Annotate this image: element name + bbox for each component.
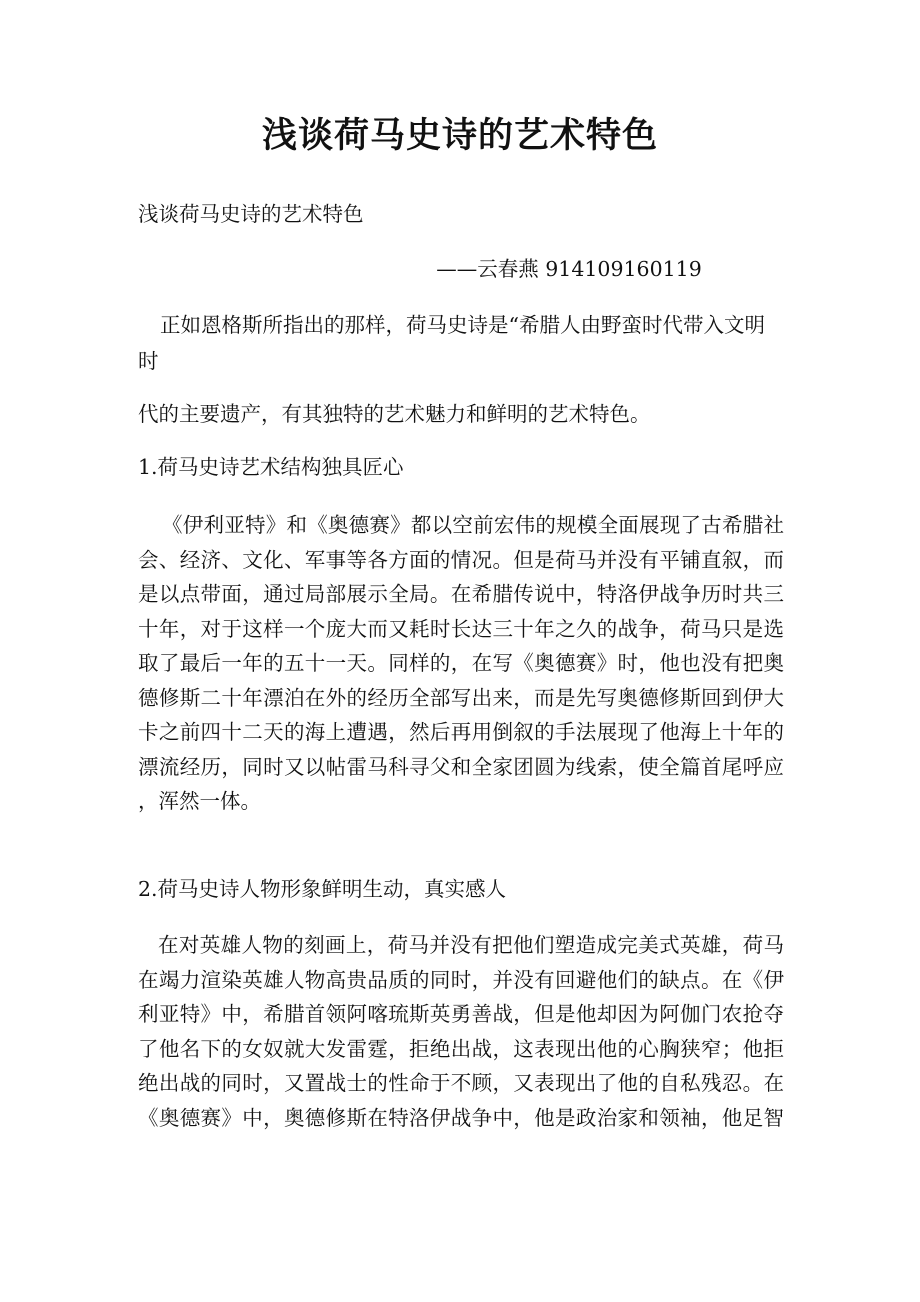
section-1-heading: 1.荷马史诗艺术结构独具匠心 [138, 455, 404, 479]
section-2-heading: 2.荷马史诗人物形象鲜明生动，真实感人 [138, 877, 507, 901]
paragraph-line: 漂流经历，同时又以帖雷马科寻父和全家团圆为线索，使全篇首尾呼应 [138, 754, 784, 779]
paragraph-line: 十年，对于这样一个庞大而又耗时长达三十年之久的战争，荷马只是选 [138, 616, 784, 641]
paragraph-line: 取了最后一年的五十一天。同样的，在写《奥德赛》时，他也没有把奥 [138, 651, 784, 675]
intro-line-2: 时 [138, 349, 159, 373]
paragraph-line: 是以点带面，通过局部展示全局。在希腊传说中，特洛伊战争历时共三 [138, 582, 784, 606]
paragraph-line: ，浑然一体。 [138, 789, 261, 813]
paragraph-line: 在对英雄人物的刻画上，荷马并没有把他们塑造成完美式英雄，荷马 [158, 933, 784, 957]
paragraph-line: 绝出战的同时，又置战士的性命于不顾，又表现出了他的自私残忍。在 [138, 1071, 784, 1095]
paragraph-line: 卡之前四十二天的海上遭遇，然后再用倒叙的手法展现了他海上十年的 [138, 720, 784, 744]
paragraph-line: 在竭力渲染英雄人物高贵品质的同时，并没有回避他们的缺点。在《伊 [138, 967, 784, 992]
document-title: 浅谈荷马史诗的艺术特色 [261, 115, 658, 156]
paragraph-line: 利亚特》中，希腊首领阿喀琉斯英勇善战，但是他却因为阿伽门农抢夺 [138, 1002, 784, 1026]
document-subtitle: 浅谈荷马史诗的艺术特色 [138, 202, 364, 226]
author-line: ——云春燕 914109160119 [436, 257, 702, 281]
paragraph-line: 会、经济、文化、军事等各方面的情况。但是荷马并没有平铺直叙，而 [138, 547, 784, 572]
paragraph-line: 《奥德赛》中，奥德修斯在特洛伊战争中，他是政治家和领袖，他足智 [138, 1105, 784, 1130]
intro-line-3: 代的主要遗产，有其独特的艺术魅力和鲜明的艺术特色。 [138, 402, 651, 426]
paragraph-line: 《伊利亚特》和《奥德赛》都以空前宏伟的规模全面展现了古希腊社 [162, 513, 784, 537]
section-2-paragraph [138, 928, 784, 1135]
section-1-paragraph [138, 508, 784, 819]
intro-line-1: 正如恩格斯所指出的那样，荷马史诗是“希腊人由野蛮时代带入文明 [160, 313, 765, 337]
paragraph-line: 了他名下的女奴就大发雷霆，拒绝出战，这表现出他的心胸狭窄；他拒 [138, 1036, 784, 1061]
paragraph-line: 德修斯二十年漂泊在外的经历全部写出来，而是先写奥德修斯回到伊大 [138, 685, 784, 710]
